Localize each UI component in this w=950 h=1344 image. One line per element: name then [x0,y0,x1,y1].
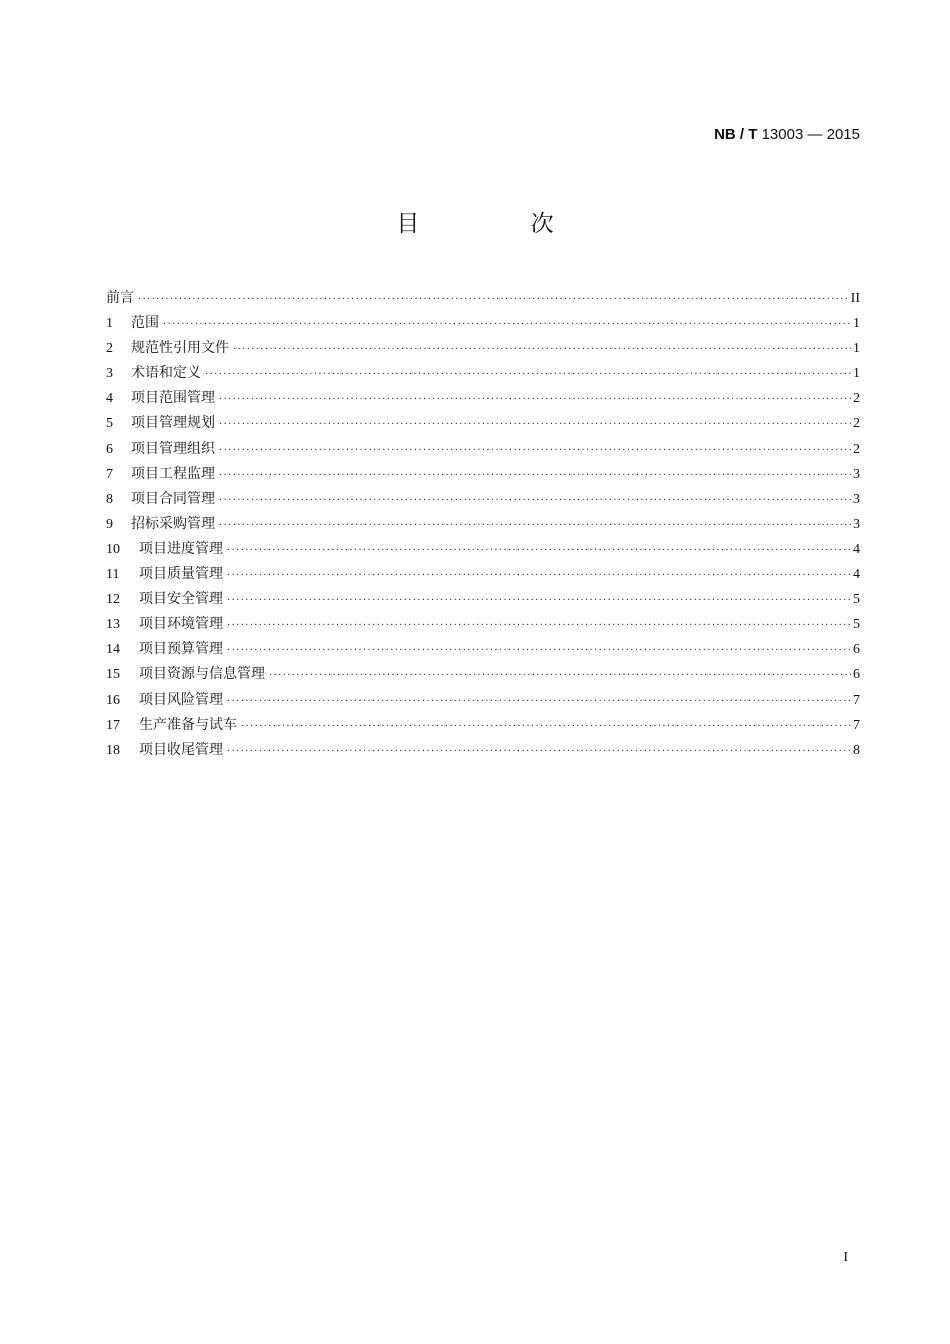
toc-entry[interactable] [106,462,860,487]
toc-entry[interactable] [106,336,860,361]
toc-entry-number: 7 [106,466,113,482]
toc-entry-label: 项目预算管理 [139,641,223,658]
toc-entry-page: 4 [853,541,860,557]
toc-entry-page: 6 [853,642,860,658]
toc-entry-label: 规范性引用文件 [131,340,229,357]
dot-leader [219,463,851,488]
toc-entry-label: 项目进度管理 [139,540,223,557]
toc-entry-label: 项目工程监理 [131,465,215,482]
dot-leader [269,663,851,688]
toc-entry[interactable] [106,637,860,662]
toc-entry-label: 项目管理组织 [131,440,215,457]
toc-entry[interactable] [106,612,860,637]
toc-entry-label: 项目质量管理 [139,566,223,583]
toc-entry-label: 前言 [106,290,134,306]
toc-entry-label: 项目环境管理 [139,616,223,633]
toc-entry-page: 1 [853,341,860,357]
toc-entry-number: 2 [106,341,113,357]
toc-entry-page: 3 [853,466,860,482]
toc-entry[interactable] [106,537,860,562]
toc-entry[interactable] [106,411,860,436]
dot-leader [219,513,851,538]
toc-entry[interactable] [106,311,860,336]
toc-entry-number: 14 [106,642,120,658]
toc-entry[interactable] [106,662,860,687]
toc-entry[interactable] [106,437,860,462]
toc-entry-page: 1 [853,316,860,332]
toc-entry[interactable] [106,688,860,713]
toc-entry-label: 范围 [131,315,159,332]
toc-entry-number: 18 [106,742,120,758]
toc-entry-number: 5 [106,416,113,432]
toc-entry-page: 5 [853,592,860,608]
dot-leader [219,412,851,437]
dot-leader [227,538,851,563]
toc-entry[interactable] [106,512,860,537]
toc-entry-label: 生产准备与试车 [139,716,237,733]
toc-entry-number: 1 [106,316,113,332]
toc-entry-page: 8 [853,742,860,758]
toc-entry-number: 4 [106,391,113,407]
toc-entry[interactable] [106,487,860,512]
toc-entry[interactable] [106,562,860,587]
toc-entry-page: 2 [853,441,860,457]
toc-entry-number: 11 [106,567,120,583]
table-of-contents [106,286,860,763]
toc-entry[interactable] [106,587,860,612]
toc-entry-page: 5 [853,617,860,633]
dot-leader [227,588,851,613]
dot-leader [227,739,851,764]
toc-entry-number: 13 [106,617,120,633]
toc-entry-label: 项目风险管理 [139,691,223,708]
dot-leader [205,362,851,387]
toc-entry-number: 12 [106,592,120,608]
toc-entry-page: II [850,291,860,306]
toc-entry-number: 9 [106,516,113,532]
toc-entry[interactable] [106,361,860,386]
toc-entry-number: 10 [106,541,120,557]
dot-leader [163,312,851,337]
toc-entry[interactable] [106,713,860,738]
dot-leader [233,337,851,362]
dot-leader [138,287,849,312]
toc-entry-number: 15 [106,667,120,683]
dot-leader [219,387,851,412]
toc-entry-label: 项目管理规划 [131,415,215,432]
toc-entry-number: 17 [106,717,120,733]
toc-entry-page: 4 [853,567,860,583]
toc-entry-number: 8 [106,491,113,507]
toc-entry-page: 7 [853,717,860,733]
toc-entry-label: 项目合同管理 [131,490,215,507]
toc-entry-label: 术语和定义 [131,365,201,382]
toc-entry-number: 6 [106,441,113,457]
toc-entry-number: 3 [106,366,113,382]
toc-entry-label: 项目安全管理 [139,591,223,608]
toc-entry-number: 16 [106,692,120,708]
dot-leader [227,613,851,638]
toc-entry-page: 3 [853,491,860,507]
toc-entry-page: 6 [853,667,860,683]
dot-leader [241,714,851,739]
toc-entry-label: 项目资源与信息管理 [139,666,265,683]
toc-entry[interactable] [106,738,860,763]
dot-leader [227,689,851,714]
toc-entry-page: 1 [853,366,860,382]
dot-leader [227,638,851,663]
toc-entry[interactable] [106,386,860,411]
page-number: I [843,1250,848,1265]
standard-code [714,126,860,143]
dot-leader [219,438,851,463]
toc-entry-page: 3 [853,516,860,532]
toc-entry-page: 7 [853,692,860,708]
toc-title: 目 次 [396,211,606,237]
standard-code-prefix: NB / T [714,126,758,143]
standard-code-number: 13003 — 2015 [761,126,860,143]
toc-entry-label: 项目范围管理 [131,390,215,407]
dot-leader [227,563,851,588]
toc-entry[interactable] [106,286,860,311]
toc-entry-page: 2 [853,391,860,407]
toc-entry-label: 招标采购管理 [131,515,215,532]
toc-entry-label: 项目收尾管理 [139,741,223,758]
dot-leader [219,488,851,513]
toc-entry-page: 2 [853,416,860,432]
